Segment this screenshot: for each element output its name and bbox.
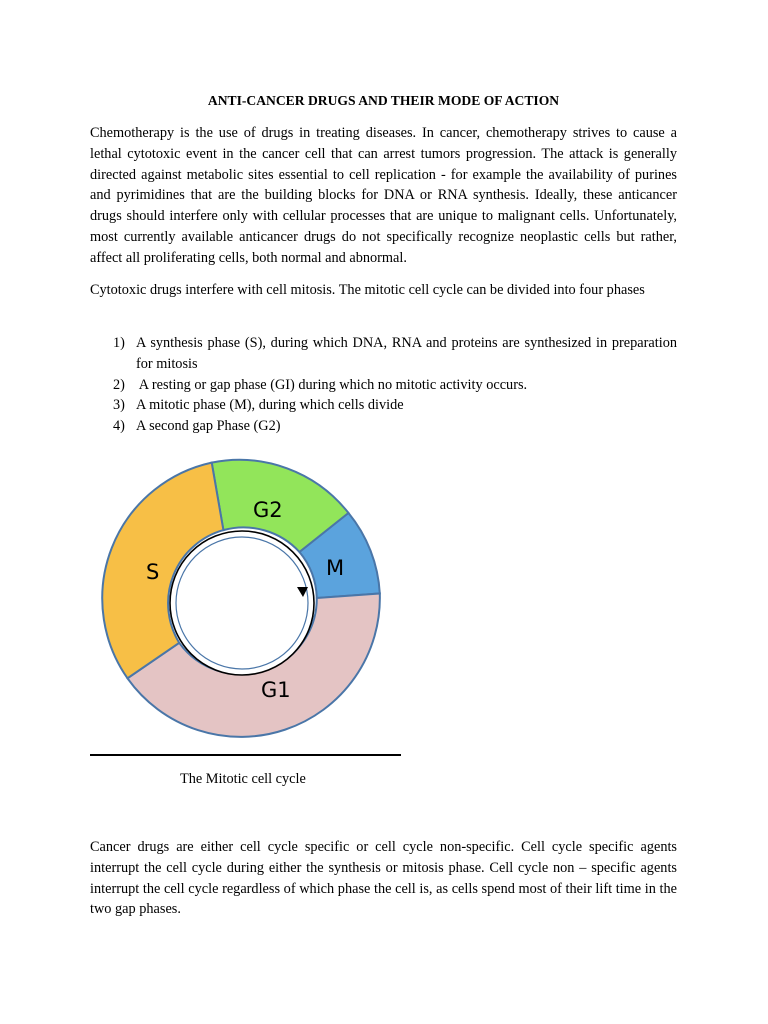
label-m: M [326, 556, 345, 580]
list-item-number: 1) [113, 335, 125, 351]
paragraph-chemotherapy: Chemotherapy is the use of drugs in treating diseases. In cancer, chemotherapy strives to cause a lethal cytotoxic event in the cancer cell that can arrest tumors progression. The attack is generally directed against metabolic sites essential to cell replication - for example the availability of purines and pyrimidines that are the building blocks for DNA or RNA synthesis. Ideally, these anticancer drugs should interfere only with cellular processes that are unique to malignant cells. Unfortunately, most currently available anticancer drugs do not specifically recognize neoplastic cells but rather, affect all proliferating cells, both normal and abnormal. [90, 125, 677, 266]
list-item-text: A mitotic phase (M), during which cells divide [136, 397, 404, 414]
cell-cycle-figure [90, 455, 410, 755]
list-item-text: A resting or gap phase (GI) during which no mitotic activity occurs. [136, 376, 528, 393]
label-g2: G2 [253, 498, 283, 522]
list-item-number: 3) [113, 397, 125, 414]
list-item-number: 4) [113, 418, 125, 435]
figure-caption: The Mitotic cell cycle [180, 771, 306, 787]
list-item [113, 333, 677, 375]
list-item-number: 2) [113, 376, 125, 393]
document-title: ANTI-CANCER DRUGS AND THEIR MODE OF ACTION [207, 93, 560, 108]
list-item-text: A second gap Phase (G2) [136, 418, 281, 435]
label-g1: G1 [261, 678, 291, 702]
list-item [113, 416, 677, 437]
phase-list [113, 333, 677, 437]
inner-hole [176, 537, 308, 669]
cell-cycle-diagram [90, 455, 410, 755]
paragraph-cancer-drugs: Cancer drugs are either cell cycle specific or cell cycle non-specific. Cell cycle specific agents interrupt the cell cycle during either the synthesis or mitosis phase. Cell cycle non – specific agents interrupt the cell cycle regardless of which phase the cell is, as cells spend most of their lift time in the two gap phases. [90, 839, 677, 918]
list-item [113, 395, 677, 416]
figure-divider [90, 754, 401, 756]
paragraph-cytotoxic: Cytotoxic drugs interfere with cell mitosis. The mitotic cell cycle can be divided into four phases [90, 282, 645, 298]
label-s: S [146, 560, 160, 584]
list-item-text: A synthesis phase (S), during which DNA, RNA and proteins are synthesized in preparation for mitosis [136, 335, 677, 372]
list-item [113, 375, 677, 396]
